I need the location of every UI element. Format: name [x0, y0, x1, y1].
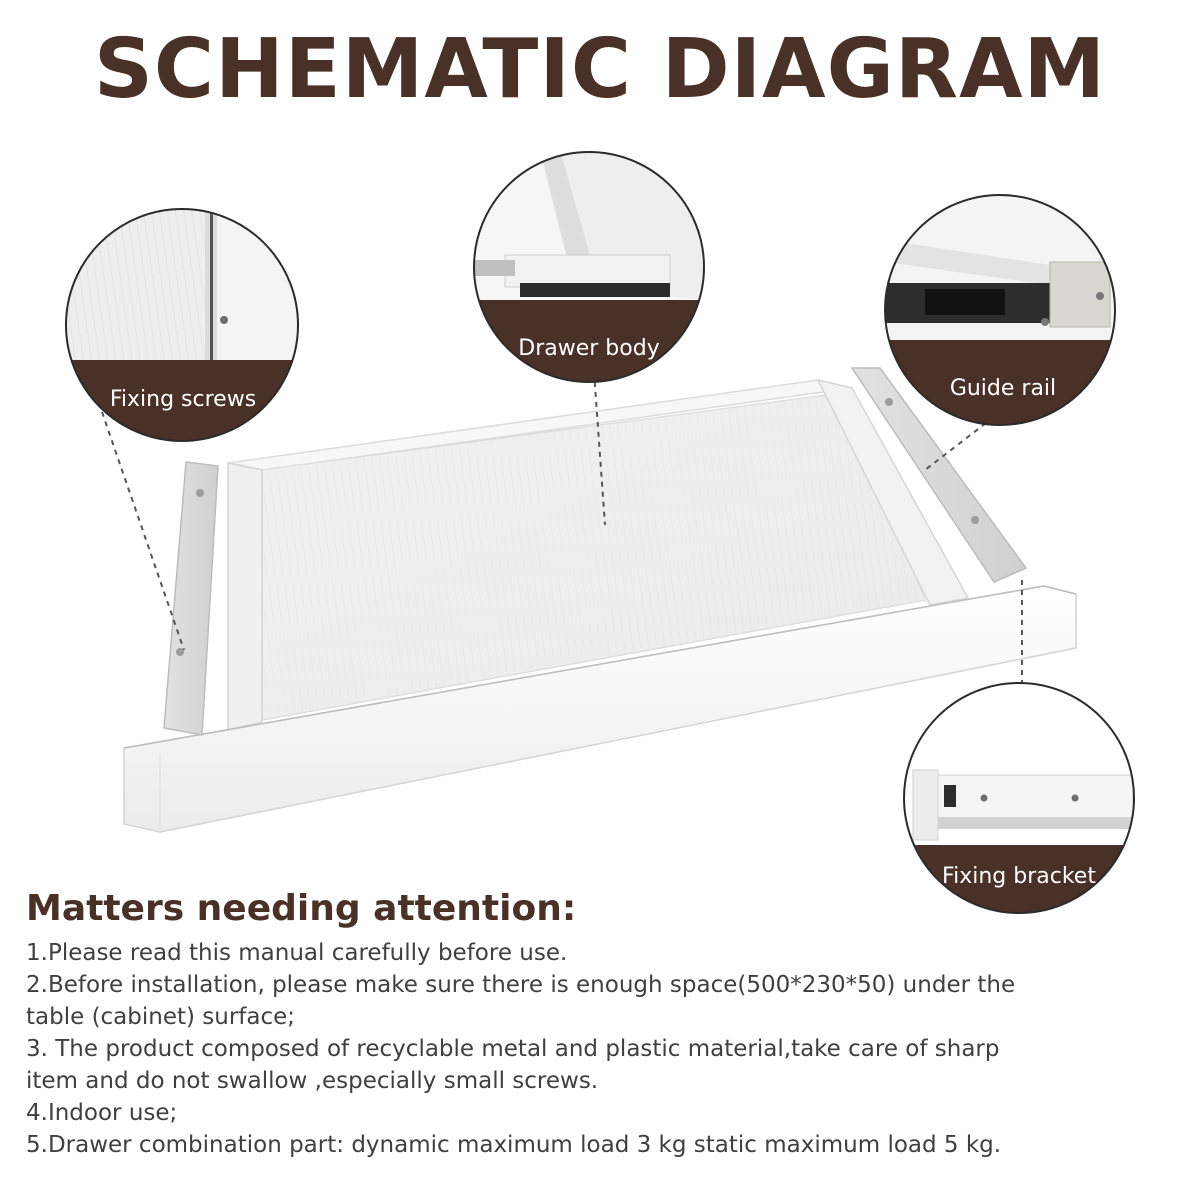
callout-drawer-body [470, 150, 710, 390]
note-item: 3. The product composed of recyclable metal and plastic material,take care of sharp [26, 1036, 1000, 1062]
callout-guide-rail [885, 195, 1115, 430]
page-title: SCHEMATIC DIAGRAM [93, 22, 1107, 117]
callout-label-drawer-body: Drawer body [518, 336, 660, 361]
callout-label-fixing-bracket: Fixing bracket [942, 864, 1096, 889]
leader-line-fixing-screws [102, 412, 184, 650]
note-item: table (cabinet) surface; [26, 1004, 296, 1030]
note-item: item and do not swallow ,especially small screws. [26, 1068, 599, 1094]
attention-notes [26, 888, 1186, 1161]
notes-list [26, 937, 1186, 1161]
note-item: 5.Drawer combination part: dynamic maximum load 3 kg static maximum load 5 kg. [26, 1132, 1002, 1158]
callout-fixing-screws [60, 205, 310, 460]
note-item: 1.Please read this manual carefully before use. [26, 940, 568, 966]
callout-label-fixing-screws: Fixing screws [109, 387, 257, 412]
note-item: 2.Before installation, please make sure there is enough space(500*230*50) under the [26, 972, 1016, 998]
note-item: 4.Indoor use; [26, 1100, 178, 1126]
notes-heading: Matters needing attention: [26, 888, 577, 929]
callout-label-guide-rail: Guide rail [949, 376, 1057, 401]
